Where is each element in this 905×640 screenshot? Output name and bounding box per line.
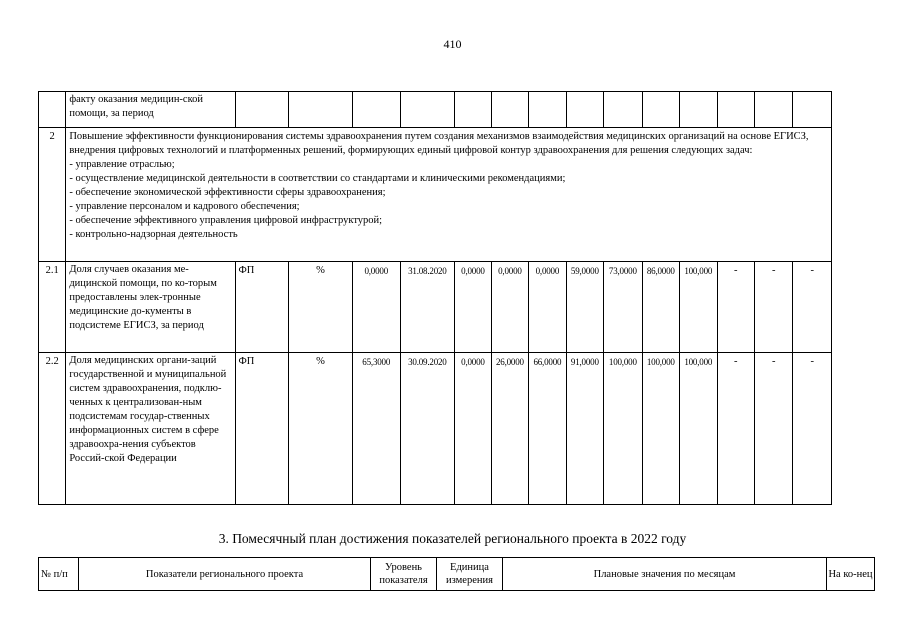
cell-num [39,92,66,128]
cell-value: 91,0000 [566,353,603,505]
cell-value: 73,0000 [604,262,642,353]
cell-dash: - [754,353,792,505]
header-level: Уровень показателя [371,558,437,591]
cell-value: 100,000 [680,353,717,505]
cell-base-date: 31.08.2020 [400,262,455,353]
cell-value: 0,0000 [491,262,528,353]
table-row-2-2 [39,353,832,505]
monthly-plan-header-table [38,557,875,591]
cell-indicator: Доля медицинских органи-заций государственной и муниципальной систем здравоохранения, подклю-ченных к централизован-ным подсистемам государ-ственных информационных систем в сфере здравоохра-нения субъектов Россий-ской Федерации [66,353,236,505]
cell-value: 86,0000 [642,262,679,353]
cell-level: ФП [236,353,289,505]
page-number: 410 [443,37,462,51]
cell-dash: - [717,262,754,353]
task-description: Повышение эффективности функционирования системы здравоохранения путем создания механизмов взаимодействия медицинских организаций на основе ЕГИСЗ, внедрения цифровых технологий и платформенных решений, формирующих единый цифровой контур здравоохранения для решения следующих задач: - управление отраслью; - осуществление медицинской деятельности в соответствии со стандартами и клиническими рекомендациями; - обеспечение экономической эффективности сферы здравоохранения; - управление персоналом и кадрового обеспечения; - обеспечение эффективного управления цифровой инфраструктурой; - контрольно-надзорная деятельность [66,128,832,262]
header-unit: Единица измерения [437,558,503,591]
cell-num: 2 [39,128,66,262]
cell-indicator: факту оказания медицин-ской помощи, за период [66,92,236,128]
cell-value: 0,0000 [529,262,566,353]
cell-dash: - [717,353,754,505]
header-num: № п/п [39,558,79,591]
cell-value: 100,000 [604,353,642,505]
header-monthly: Плановые значения по месяцам [503,558,827,591]
cell-value: 100,000 [680,262,717,353]
cell-value: 26,0000 [491,353,528,505]
cell-value: 59,0000 [566,262,603,353]
cell-value: 0,0000 [455,262,491,353]
cell-num: 2.2 [39,353,66,505]
cell-value: 0,0000 [455,353,491,505]
cell-base-date: 30.09.2020 [400,353,455,505]
cell-unit: % [289,262,353,353]
indicators-table [38,91,832,505]
table-row-continuation [39,92,832,128]
plan-header-row [39,558,875,591]
cell-dash: - [754,262,792,353]
table-row-2-1 [39,262,832,353]
cell-base-value: 0,0000 [352,262,400,353]
table-row-task [39,128,832,262]
cell-indicator: Доля случаев оказания ме-дицинской помощи, по ко-торым предоставлены элек-тронные медицинские до-кументы в подсистеме ЕГИСЗ, за период [66,262,236,353]
cell-level: ФП [236,262,289,353]
cell-unit: % [289,353,353,505]
section-title: 3. Помесячный план достижения показателей регионального проекта в 2022 году [218,531,687,546]
cell-dash: - [793,353,832,505]
cell-num: 2.1 [39,262,66,353]
cell-dash: - [793,262,832,353]
header-indicator: Показатели регионального проекта [79,558,371,591]
cell-value: 100,000 [642,353,679,505]
cell-value: 66,0000 [529,353,566,505]
cell-base-value: 65,3000 [352,353,400,505]
header-end: На ко-нец [827,558,875,591]
